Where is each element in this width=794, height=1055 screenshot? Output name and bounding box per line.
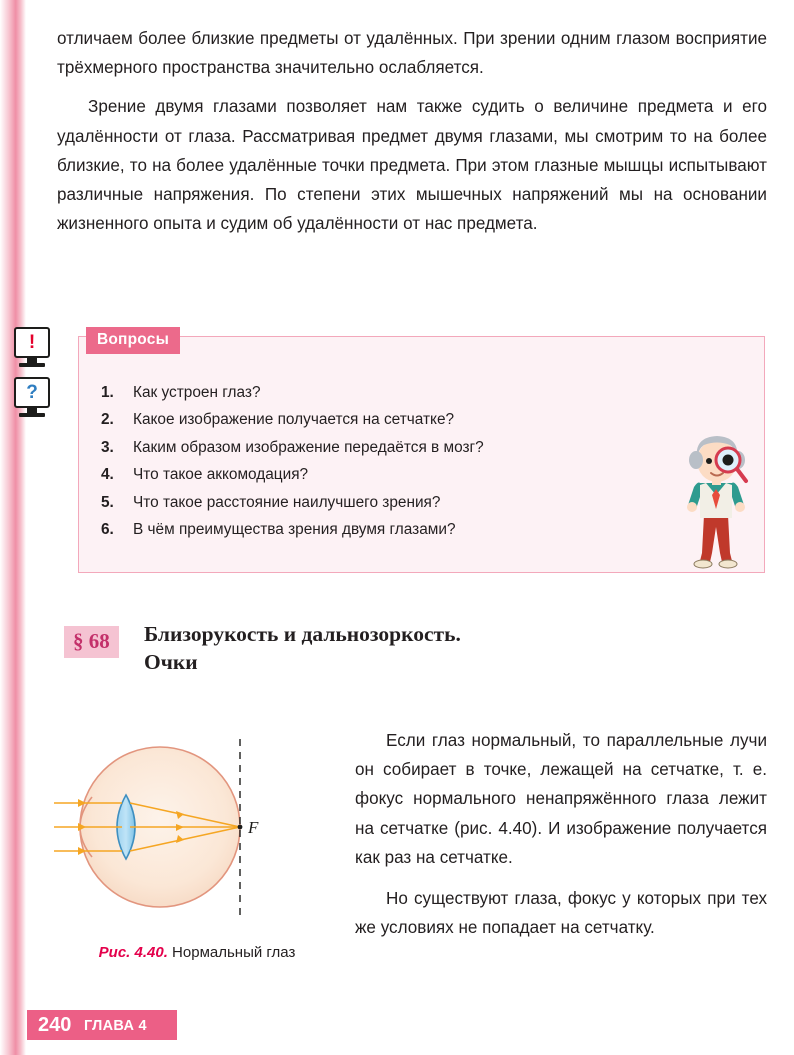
list-item-number: 3. bbox=[101, 438, 114, 456]
list-item bbox=[95, 406, 635, 433]
list-item bbox=[95, 489, 635, 516]
list-item bbox=[95, 461, 635, 488]
list-item-number: 1. bbox=[101, 384, 114, 401]
list-item-text: Каким образом изображение передаётся в мозг? bbox=[133, 438, 484, 456]
figure-caption-label: Рис. 4.40. bbox=[98, 944, 168, 961]
section-title-line1: Близорукость и дальнозоркость. bbox=[144, 622, 461, 646]
list-item bbox=[95, 434, 635, 461]
list-item-number: 6. bbox=[101, 521, 114, 539]
figure-caption-text: Нормальный глаз bbox=[172, 944, 296, 961]
page-footer bbox=[27, 1010, 227, 1042]
list-item-number: 4. bbox=[101, 466, 114, 484]
paragraph-binocular-vision: Зрение двумя глазами позволяет нам также судить о величине предмета и его удалённости от глаза. Рассматривая предмет двумя глазами, мы смотрим то на более близкие, то на более удалённые точки предмета. При этом глазные мышцы испытывают различные напряжения. По степени этих мышечных напряжений мы на основании жизненного опыта и судим об удалённости от нас предмета. bbox=[57, 97, 767, 234]
question-glyph: ? bbox=[26, 382, 38, 403]
list-item-text: Какое изображение получается на сетчатке? bbox=[133, 411, 455, 429]
margin-icon-group bbox=[14, 327, 60, 427]
chapter-label: ГЛАВА 4 bbox=[84, 1018, 147, 1034]
list-item-text: Что такое аккомодация? bbox=[133, 466, 309, 484]
exclamation-glyph: ! bbox=[28, 332, 36, 353]
paragraph-normal-eye: Если глаз нормальный, то параллельные лучи он собирает в точке, лежащей на сетчатке, т. е. фокус нормального ненапряжённого глаза лежит на сетчатке (рис. 4.40). И изображение получается как раз на сетчатке. bbox=[355, 731, 767, 867]
questions-list bbox=[95, 379, 635, 543]
list-item bbox=[95, 516, 635, 543]
questions-title: Вопросы bbox=[86, 327, 180, 354]
question-monitor-icon bbox=[14, 377, 50, 419]
section-number: § 68 bbox=[64, 626, 119, 658]
list-item-text: Что такое расстояние наилучшего зрения? bbox=[133, 493, 441, 511]
section-title bbox=[144, 620, 644, 676]
figure-caption bbox=[72, 942, 322, 964]
list-item-text: В чём преимущества зрения двумя глазами? bbox=[133, 521, 456, 539]
exclamation-monitor-icon bbox=[14, 327, 50, 369]
section-title-line2: Очки bbox=[144, 650, 198, 674]
figure-4-40 bbox=[52, 717, 342, 1007]
top-text-block bbox=[57, 24, 767, 238]
right-column-text bbox=[355, 726, 767, 942]
paragraph-continued: отличаем более близкие предметы от удалённых. При зрении одним глазом восприятие трёхмерного пространства значительно ослабляется. bbox=[57, 29, 767, 78]
scientist-illustration bbox=[670, 423, 766, 571]
list-item bbox=[95, 379, 635, 406]
paragraph-abnormal-eye: Но существуют глаза, фокус у которых при тех же условиях не попадает на сетчатку. bbox=[355, 889, 767, 938]
page-number: 240 bbox=[38, 1014, 72, 1036]
left-decorative-stripe bbox=[0, 0, 26, 1055]
list-item-number: 2. bbox=[101, 411, 114, 429]
eye-diagram bbox=[52, 717, 342, 942]
list-item-number: 5. bbox=[101, 493, 114, 511]
focus-label: F bbox=[248, 818, 259, 837]
list-item-text: Как устроен глаз? bbox=[133, 384, 261, 401]
questions-block bbox=[78, 327, 767, 574]
